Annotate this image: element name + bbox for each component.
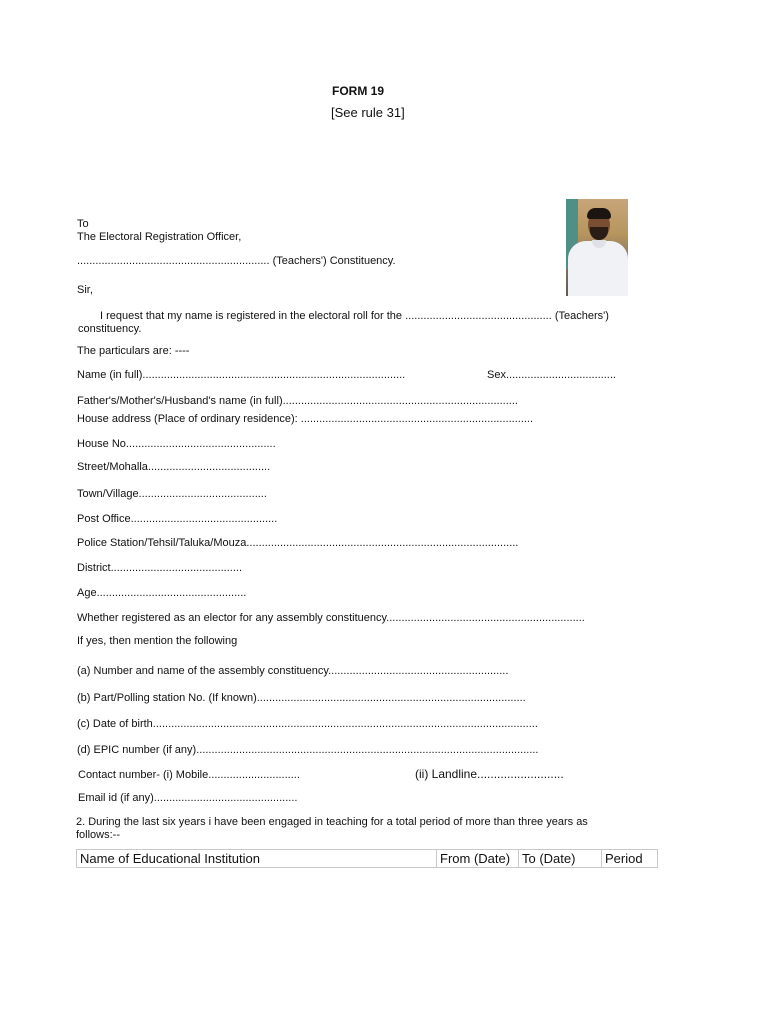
- field-name: Name (in full)......................................................................................: [77, 369, 406, 381]
- constituency-line: ............................................................... (Teachers') Constituency.: [77, 255, 396, 267]
- header-from-date: From (Date): [437, 850, 519, 868]
- field-house-no: House No.................................................: [77, 438, 276, 450]
- field-assembly-constituency: (a) Number and name of the assembly constituency...........................................................: [77, 665, 509, 677]
- field-parent-name: Father's/Mother's/Husband's name (in full).............................................................................: [77, 395, 518, 407]
- field-polling-station: (b) Part/Polling station No. (If known)........................................................................................: [77, 692, 526, 704]
- header-to-date: To (Date): [519, 850, 602, 868]
- field-district: District...........................................: [77, 562, 243, 574]
- applicant-photo: [566, 199, 628, 296]
- salutation: Sir,: [77, 284, 93, 296]
- field-contact-mobile: Contact number- (i) Mobile..............................: [78, 769, 300, 781]
- field-epic-number: (d) EPIC number (if any)................................................................................................................: [77, 744, 539, 756]
- field-town: Town/Village..........................................: [77, 488, 267, 500]
- form-title: FORM 19: [332, 84, 385, 98]
- if-yes-note: If yes, then mention the following: [77, 635, 238, 647]
- section-2-line-1: 2. During the last six years i have been engaged in teaching for a total period of more than three years as: [76, 816, 588, 828]
- letter-to: To: [77, 218, 89, 230]
- field-house-address: House address (Place of ordinary residence): ............................................................................: [77, 413, 534, 425]
- section-2-line-2: follows:--: [76, 829, 121, 841]
- header-period: Period: [602, 850, 658, 868]
- field-street: Street/Mohalla........................................: [77, 461, 271, 473]
- field-date-of-birth: (c) Date of birth..............................................................................................................................: [77, 718, 538, 730]
- field-contact-landline: (ii) Landline..........................: [415, 767, 564, 781]
- table-header-row: [77, 850, 658, 868]
- form-rule: [See rule 31]: [331, 105, 405, 120]
- particulars-heading: The particulars are: ----: [77, 345, 190, 357]
- teaching-history-table: [76, 849, 658, 868]
- request-line-2: constituency.: [78, 323, 142, 335]
- field-email: Email id (if any)...............................................: [78, 792, 298, 804]
- field-sex: Sex....................................: [487, 369, 616, 381]
- field-age: Age.................................................: [77, 587, 247, 599]
- field-registered-elector: Whether registered as an elector for any assembly constituency.................................................................: [77, 612, 585, 624]
- field-post-office: Post Office................................................: [77, 513, 278, 525]
- header-institution: Name of Educational Institution: [77, 850, 437, 868]
- letter-officer: The Electoral Registration Officer,: [77, 231, 242, 243]
- field-police-station: Police Station/Tehsil/Taluka/Mouza.........................................................................................: [77, 537, 519, 549]
- request-line-1: I request that my name is registered in the electoral roll for the ................................................ (Teachers'): [100, 310, 609, 322]
